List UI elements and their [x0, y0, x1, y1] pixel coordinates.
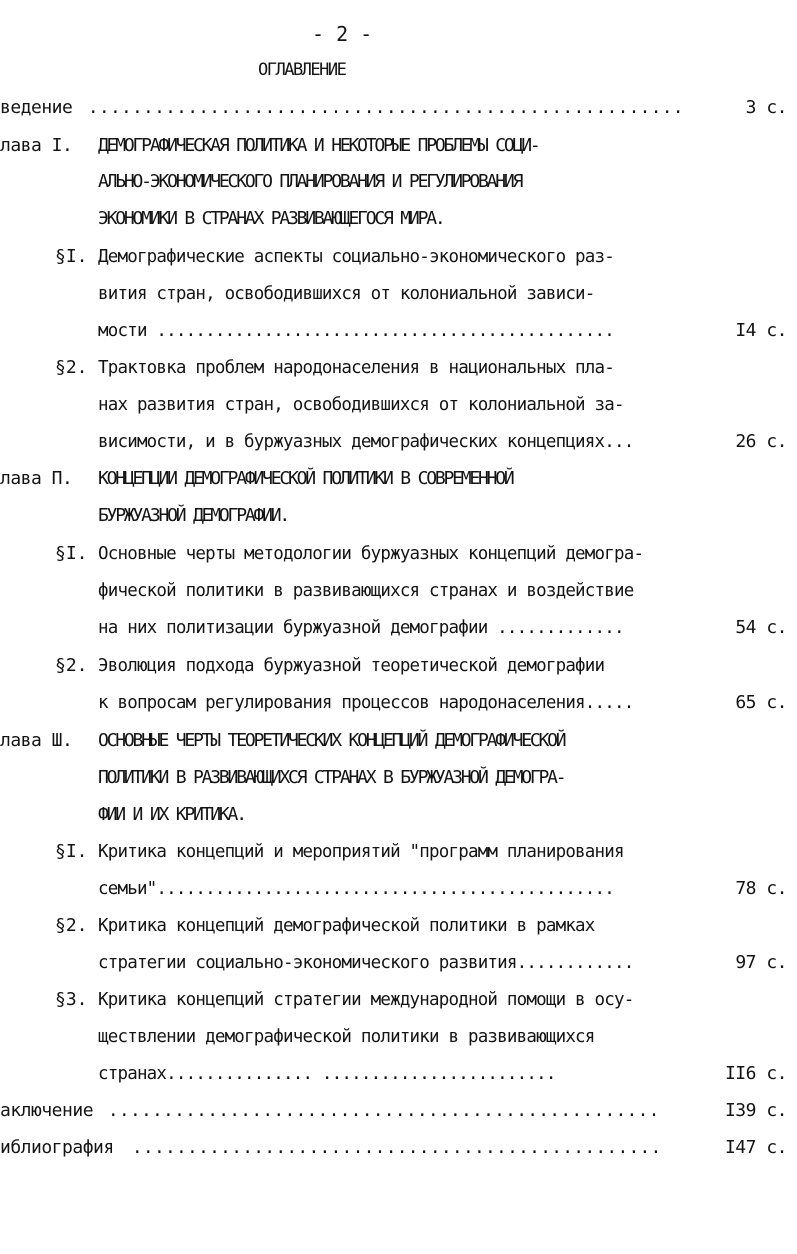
chapter-3-section-1-line: Критика концепций и мероприятий "программ планирования	[98, 842, 624, 862]
toc-entry-conclusion-leader: ..................................................	[108, 1101, 660, 1121]
toc-entry-conclusion-page: I39 с.	[724, 1100, 787, 1121]
chapter-3-section-3-page: II6 с.	[724, 1063, 787, 1084]
chapter-2-section-2-mark: §2.	[55, 655, 88, 676]
toc-entry-conclusion-label: аключение	[0, 1100, 94, 1121]
chapter-3-section-3-mark: §3.	[55, 989, 88, 1010]
chapter-1-section-2-mark: §2.	[55, 357, 88, 378]
chapter-1-section-2-page: 26 с.	[735, 431, 787, 452]
chapter-3-section-2-mark: §2.	[55, 915, 88, 936]
chapter-3-title-line: ОСНОВНЫЕ ЧЕРТЫ ТЕОРЕТИЧЕСКИХ КОНЦЕПЦИЙ ДЕМОГРАФИЧЕСКОЙ	[98, 730, 565, 751]
chapter-3-title-line: ФИИ И ИХ КРИТИКА.	[98, 804, 245, 825]
chapter-3-section-2-line: Критика концепций демографической политики в рамках	[98, 916, 595, 936]
chapter-1-label: лава I.	[0, 135, 73, 156]
chapter-1-title-line: АЛЬНО-ЭКОНОМИЧЕСКОГО ПЛАНИРОВАНИЯ И РЕГУЛИРОВАНИЯ	[98, 171, 522, 192]
chapter-3-section-1-mark: §I.	[55, 841, 88, 862]
chapter-3-section-2-line: стратегии социально-экономического развития............	[98, 953, 634, 973]
toc-entry-intro-label: ведение	[0, 97, 73, 118]
chapter-3-section-2-page: 97 с.	[735, 952, 787, 973]
toc-entry-intro-page: 3 с.	[745, 97, 787, 118]
chapter-1-section-1-page: I4 с.	[735, 320, 787, 341]
chapter-3-section-1-page: 78 с.	[735, 878, 787, 899]
toc-entry-bibliography-page: I47 с.	[724, 1137, 787, 1158]
chapter-3-label: лава Ш.	[0, 730, 73, 751]
chapter-3-section-3-line: Критика концепций стратегии международной помощи в осу-	[98, 990, 634, 1010]
chapter-1-section-1-line: мости ...............................................	[98, 321, 615, 341]
chapter-1-section-1-mark: §I.	[55, 246, 88, 267]
chapter-3-section-1-line: семьи"...............................................	[98, 879, 615, 899]
chapter-1-title-line: ЭКОНОМИКИ В СТРАНАХ РАЗВИВАЮЩЕГОСЯ МИРА.	[98, 208, 444, 229]
chapter-3-title-line: ПОЛИТИКИ В РАЗВИВАЮЩИХСЯ СТРАНАХ В БУРЖУАЗНОЙ ДЕМОГРА-	[98, 767, 565, 788]
chapter-1-section-2-line: Трактовка проблем народонаселения в национальных пла-	[98, 358, 615, 378]
chapter-1-section-2-line: нах развития стран, освободившихся от колониальной за-	[98, 395, 624, 415]
chapter-3-section-3-line: ществлении демографической политики в развивающихся	[98, 1027, 595, 1047]
chapter-1-section-1-line: Демографические аспекты социально-экономического раз-	[98, 247, 615, 267]
chapter-1-section-1-line: вития стран, освободившихся от колониальной зависи-	[98, 284, 595, 304]
toc-entry-bibliography-leader: ................................................	[132, 1138, 662, 1158]
chapter-2-section-1-mark: §I.	[55, 543, 88, 564]
chapter-3-section-3-line: странах............... ........................	[98, 1064, 556, 1084]
chapter-2-section-1-line: Основные черты методологии буржуазных концепций демогра-	[98, 544, 644, 564]
page-number: - 2 -	[312, 22, 373, 46]
chapter-2-section-1-line: фической политики в развивающихся странах и воздействие	[98, 581, 634, 601]
chapter-2-title-line: КОНЦЕПЦИИ ДЕМОГРАФИЧЕСКОЙ ПОЛИТИКИ В СОВРЕМЕННОЙ	[98, 468, 513, 489]
chapter-1-section-2-line: висимости, и в буржуазных демографических концепциях...	[98, 432, 634, 452]
chapter-2-section-2-line: к вопросам регулирования процессов народонаселения.....	[98, 693, 634, 713]
chapter-2-section-1-line: на них политизации буржуазной демографии .............	[98, 618, 624, 638]
toc-entry-bibliography-label: иблиография	[0, 1137, 114, 1158]
chapter-2-title-line: БУРЖУАЗНОЙ ДЕМОГРАФИИ.	[98, 505, 289, 526]
chapter-2-section-2-page: 65 с.	[735, 692, 787, 713]
chapter-2-label: лава П.	[0, 468, 73, 489]
chapter-1-title-line: ДЕМОГРАФИЧЕСКАЯ ПОЛИТИКА И НЕКОТОРЫЕ ПРОБЛЕМЫ СОЦИ-	[98, 135, 539, 156]
toc-title: ОГЛАВЛЕНИЕ	[258, 60, 346, 80]
chapter-2-section-1-page: 54 с.	[735, 617, 787, 638]
toc-entry-intro-leader: ......................................................	[88, 98, 684, 118]
chapter-2-section-2-line: Эволюция подхода буржуазной теоретической демографии	[98, 656, 605, 676]
